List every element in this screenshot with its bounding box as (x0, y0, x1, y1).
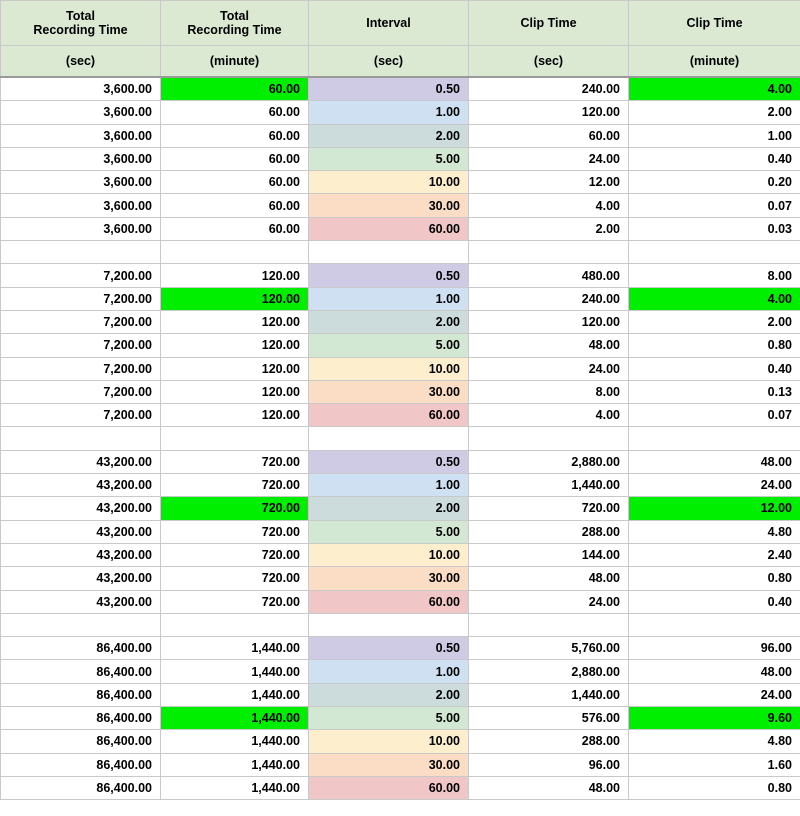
cell-clip-time-minute: 4.80 (629, 730, 800, 753)
cell-clip-time-minute: 2.00 (629, 310, 800, 333)
spacer-cell (161, 427, 309, 450)
cell-total-recording-time-minute: 60.00 (161, 101, 309, 124)
cell-total-recording-time-sec: 7,200.00 (1, 287, 161, 310)
cell-interval-sec: 2.00 (309, 124, 469, 147)
cell-interval-sec: 10.00 (309, 730, 469, 753)
cell-total-recording-time-minute: 1,440.00 (161, 637, 309, 660)
cell-total-recording-time-sec: 7,200.00 (1, 380, 161, 403)
cell-clip-time-minute: 8.00 (629, 264, 800, 287)
spacer-cell (309, 427, 469, 450)
cell-interval-sec: 10.00 (309, 171, 469, 194)
cell-total-recording-time-minute: 120.00 (161, 357, 309, 380)
spacer-cell (629, 613, 800, 636)
cell-total-recording-time-minute: 60.00 (161, 217, 309, 240)
cell-clip-time-minute: 96.00 (629, 637, 800, 660)
cell-interval-sec: 0.50 (309, 77, 469, 101)
cell-total-recording-time-minute: 1,440.00 (161, 753, 309, 776)
cell-total-recording-time-minute: 60.00 (161, 147, 309, 170)
cell-interval-sec: 0.50 (309, 450, 469, 473)
cell-interval-sec: 30.00 (309, 194, 469, 217)
cell-clip-time-sec: 24.00 (469, 357, 629, 380)
table-row-spacer (1, 241, 800, 264)
table-row (1, 194, 800, 217)
cell-total-recording-time-minute: 1,440.00 (161, 730, 309, 753)
cell-total-recording-time-minute: 720.00 (161, 450, 309, 473)
header-line-1: Total (66, 8, 95, 23)
cell-clip-time-minute: 2.00 (629, 101, 800, 124)
cell-clip-time-sec: 1,440.00 (469, 683, 629, 706)
cell-clip-time-minute: 0.13 (629, 380, 800, 403)
cell-total-recording-time-sec: 7,200.00 (1, 310, 161, 333)
spacer-cell (161, 241, 309, 264)
spacer-cell (1, 613, 161, 636)
table-row (1, 660, 800, 683)
cell-clip-time-sec: 576.00 (469, 707, 629, 730)
cell-total-recording-time-minute: 720.00 (161, 474, 309, 497)
cell-interval-sec: 10.00 (309, 357, 469, 380)
spacer-cell (1, 241, 161, 264)
header-line-1: Clip Time (686, 15, 743, 30)
cell-total-recording-time-sec: 43,200.00 (1, 474, 161, 497)
cell-total-recording-time-minute: 720.00 (161, 567, 309, 590)
cell-clip-time-sec: 4.00 (469, 404, 629, 427)
cell-clip-time-sec: 240.00 (469, 77, 629, 101)
cell-clip-time-minute: 0.07 (629, 404, 800, 427)
cell-interval-sec: 5.00 (309, 334, 469, 357)
cell-clip-time-sec: 24.00 (469, 147, 629, 170)
cell-total-recording-time-minute: 720.00 (161, 497, 309, 520)
table-row (1, 310, 800, 333)
cell-clip-time-sec: 48.00 (469, 567, 629, 590)
cell-total-recording-time-sec: 3,600.00 (1, 101, 161, 124)
cell-interval-sec: 0.50 (309, 264, 469, 287)
cell-total-recording-time-minute: 1,440.00 (161, 776, 309, 799)
cell-interval-sec: 60.00 (309, 217, 469, 240)
table-body (1, 77, 800, 800)
table-row (1, 217, 800, 240)
column-header-clip-time-sec (469, 1, 629, 46)
cell-clip-time-minute: 0.80 (629, 776, 800, 799)
table-header (1, 1, 800, 78)
cell-clip-time-sec: 144.00 (469, 543, 629, 566)
column-header-total-recording-time-minute (161, 1, 309, 46)
spacer-cell (469, 427, 629, 450)
cell-clip-time-sec: 96.00 (469, 753, 629, 776)
table-row (1, 404, 800, 427)
cell-clip-time-minute: 12.00 (629, 497, 800, 520)
unit-total-recording-time-sec: (sec) (1, 46, 161, 78)
table-row (1, 567, 800, 590)
table-row-spacer (1, 427, 800, 450)
cell-interval-sec: 60.00 (309, 404, 469, 427)
unit-clip-time-minute: (minute) (629, 46, 800, 78)
cell-clip-time-minute: 4.00 (629, 287, 800, 310)
cell-clip-time-sec: 48.00 (469, 776, 629, 799)
cell-clip-time-minute: 0.07 (629, 194, 800, 217)
table-row (1, 287, 800, 310)
cell-clip-time-sec: 2.00 (469, 217, 629, 240)
table-row (1, 474, 800, 497)
cell-total-recording-time-minute: 720.00 (161, 520, 309, 543)
cell-clip-time-sec: 48.00 (469, 334, 629, 357)
cell-clip-time-sec: 288.00 (469, 520, 629, 543)
cell-total-recording-time-sec: 43,200.00 (1, 497, 161, 520)
cell-interval-sec: 1.00 (309, 474, 469, 497)
unit-clip-time-sec: (sec) (469, 46, 629, 78)
cell-clip-time-minute: 1.00 (629, 124, 800, 147)
cell-total-recording-time-sec: 43,200.00 (1, 567, 161, 590)
cell-clip-time-minute: 0.80 (629, 334, 800, 357)
cell-total-recording-time-minute: 120.00 (161, 404, 309, 427)
cell-total-recording-time-minute: 1,440.00 (161, 707, 309, 730)
cell-total-recording-time-sec: 7,200.00 (1, 404, 161, 427)
cell-interval-sec: 0.50 (309, 637, 469, 660)
cell-clip-time-minute: 24.00 (629, 683, 800, 706)
cell-total-recording-time-minute: 60.00 (161, 171, 309, 194)
cell-total-recording-time-minute: 60.00 (161, 194, 309, 217)
spacer-cell (1, 427, 161, 450)
table-row (1, 520, 800, 543)
spacer-cell (309, 613, 469, 636)
table-row (1, 730, 800, 753)
cell-total-recording-time-sec: 86,400.00 (1, 776, 161, 799)
header-line-2: Recording Time (33, 23, 128, 37)
cell-interval-sec: 60.00 (309, 590, 469, 613)
column-header-total-recording-time-sec (1, 1, 161, 46)
cell-total-recording-time-minute: 120.00 (161, 287, 309, 310)
header-row-units (1, 46, 800, 78)
spacer-cell (161, 613, 309, 636)
table-row (1, 497, 800, 520)
cell-total-recording-time-sec: 43,200.00 (1, 450, 161, 473)
header-line-1: Clip Time (520, 15, 577, 30)
cell-total-recording-time-minute: 120.00 (161, 380, 309, 403)
cell-clip-time-minute: 0.03 (629, 217, 800, 240)
table-row (1, 171, 800, 194)
table-row (1, 334, 800, 357)
cell-total-recording-time-minute: 120.00 (161, 334, 309, 357)
cell-clip-time-sec: 240.00 (469, 287, 629, 310)
cell-total-recording-time-sec: 3,600.00 (1, 124, 161, 147)
cell-clip-time-sec: 480.00 (469, 264, 629, 287)
cell-clip-time-minute: 48.00 (629, 660, 800, 683)
cell-total-recording-time-sec: 43,200.00 (1, 543, 161, 566)
cell-interval-sec: 2.00 (309, 683, 469, 706)
cell-clip-time-sec: 120.00 (469, 310, 629, 333)
cell-total-recording-time-minute: 60.00 (161, 77, 309, 101)
table-row (1, 101, 800, 124)
cell-clip-time-sec: 2,880.00 (469, 450, 629, 473)
cell-clip-time-minute: 1.60 (629, 753, 800, 776)
spacer-cell (309, 241, 469, 264)
cell-interval-sec: 2.00 (309, 310, 469, 333)
cell-clip-time-sec: 120.00 (469, 101, 629, 124)
table-row (1, 637, 800, 660)
cell-interval-sec: 2.00 (309, 497, 469, 520)
table-row (1, 683, 800, 706)
cell-total-recording-time-sec: 7,200.00 (1, 334, 161, 357)
cell-interval-sec: 10.00 (309, 543, 469, 566)
cell-total-recording-time-sec: 3,600.00 (1, 147, 161, 170)
cell-total-recording-time-minute: 120.00 (161, 264, 309, 287)
cell-clip-time-minute: 0.20 (629, 171, 800, 194)
cell-interval-sec: 5.00 (309, 147, 469, 170)
column-header-clip-time-minute (629, 1, 800, 46)
table-row (1, 753, 800, 776)
table-row (1, 147, 800, 170)
cell-total-recording-time-minute: 720.00 (161, 590, 309, 613)
cell-clip-time-minute: 24.00 (629, 474, 800, 497)
table-row (1, 264, 800, 287)
cell-interval-sec: 5.00 (309, 520, 469, 543)
cell-interval-sec: 30.00 (309, 380, 469, 403)
table-row (1, 707, 800, 730)
table-row-spacer (1, 613, 800, 636)
cell-total-recording-time-sec: 7,200.00 (1, 264, 161, 287)
spacer-cell (629, 241, 800, 264)
cell-total-recording-time-sec: 86,400.00 (1, 707, 161, 730)
table-row (1, 380, 800, 403)
cell-clip-time-minute: 9.60 (629, 707, 800, 730)
cell-total-recording-time-sec: 86,400.00 (1, 753, 161, 776)
cell-clip-time-minute: 0.40 (629, 147, 800, 170)
cell-clip-time-minute: 0.40 (629, 590, 800, 613)
cell-total-recording-time-sec: 7,200.00 (1, 357, 161, 380)
spacer-cell (469, 241, 629, 264)
unit-total-recording-time-minute: (minute) (161, 46, 309, 78)
table-row (1, 124, 800, 147)
cell-total-recording-time-sec: 3,600.00 (1, 171, 161, 194)
cell-total-recording-time-sec: 86,400.00 (1, 637, 161, 660)
cell-interval-sec: 1.00 (309, 287, 469, 310)
spacer-cell (629, 427, 800, 450)
cell-clip-time-sec: 4.00 (469, 194, 629, 217)
cell-total-recording-time-sec: 86,400.00 (1, 683, 161, 706)
column-header-interval (309, 1, 469, 46)
cell-clip-time-sec: 288.00 (469, 730, 629, 753)
cell-interval-sec: 1.00 (309, 660, 469, 683)
cell-clip-time-minute: 0.40 (629, 357, 800, 380)
header-line-2: Recording Time (187, 23, 282, 37)
table-row (1, 357, 800, 380)
cell-clip-time-sec: 12.00 (469, 171, 629, 194)
cell-clip-time-sec: 2,880.00 (469, 660, 629, 683)
unit-interval-sec: (sec) (309, 46, 469, 78)
header-line-1: Total (220, 8, 249, 23)
cell-total-recording-time-sec: 86,400.00 (1, 730, 161, 753)
cell-clip-time-sec: 8.00 (469, 380, 629, 403)
cell-total-recording-time-minute: 120.00 (161, 310, 309, 333)
cell-total-recording-time-minute: 1,440.00 (161, 660, 309, 683)
cell-total-recording-time-minute: 60.00 (161, 124, 309, 147)
cell-clip-time-sec: 5,760.00 (469, 637, 629, 660)
spacer-cell (469, 613, 629, 636)
cell-total-recording-time-sec: 3,600.00 (1, 194, 161, 217)
cell-interval-sec: 1.00 (309, 101, 469, 124)
cell-total-recording-time-sec: 3,600.00 (1, 77, 161, 101)
header-row-titles (1, 1, 800, 46)
header-line-1: Interval (366, 15, 411, 30)
table-row (1, 776, 800, 799)
cell-total-recording-time-sec: 43,200.00 (1, 590, 161, 613)
cell-total-recording-time-minute: 1,440.00 (161, 683, 309, 706)
table-row (1, 543, 800, 566)
cell-clip-time-minute: 2.40 (629, 543, 800, 566)
cell-interval-sec: 60.00 (309, 776, 469, 799)
cell-total-recording-time-sec: 86,400.00 (1, 660, 161, 683)
cell-clip-time-sec: 60.00 (469, 124, 629, 147)
cell-total-recording-time-sec: 43,200.00 (1, 520, 161, 543)
cell-total-recording-time-minute: 720.00 (161, 543, 309, 566)
cell-interval-sec: 5.00 (309, 707, 469, 730)
cell-clip-time-minute: 0.80 (629, 567, 800, 590)
table-row (1, 590, 800, 613)
cell-interval-sec: 30.00 (309, 753, 469, 776)
cell-total-recording-time-sec: 3,600.00 (1, 217, 161, 240)
table-row (1, 77, 800, 101)
cell-clip-time-sec: 1,440.00 (469, 474, 629, 497)
cell-interval-sec: 30.00 (309, 567, 469, 590)
cell-clip-time-sec: 720.00 (469, 497, 629, 520)
cell-clip-time-minute: 4.80 (629, 520, 800, 543)
cell-clip-time-minute: 4.00 (629, 77, 800, 101)
cell-clip-time-minute: 48.00 (629, 450, 800, 473)
table-row (1, 450, 800, 473)
cell-clip-time-sec: 24.00 (469, 590, 629, 613)
